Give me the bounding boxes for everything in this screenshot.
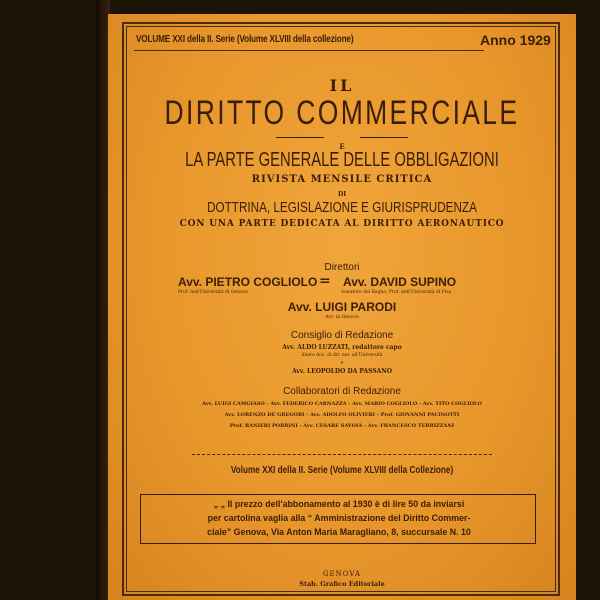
editor-luzzati-note: libero doc. di dir. ner. all'Università [301,353,383,358]
subtitle-dottrina: DOTTRINA, LEGISLAZIONE E GIURISPRUDENZA [207,199,477,216]
editor-luzzati: Avv. ALDO LUZZATI, redattore capo [282,344,402,351]
director-supino: Avv. DAVID SUPINO [343,275,457,289]
section-rule [192,454,492,455]
notice-line: „ „ Il prezzo dell'abbonamento al 1930 è di lire 50 da inviarsi [213,499,465,510]
subtitle-conjunction: DI [337,191,346,198]
title-ornament-right [360,137,408,138]
collaborators-line: Prof. RANIERI PORRINI - Avv. CESARE SAVOIA - Avv. FRANCESCO TERRIZZANI [229,423,455,429]
editorial-heading: Consiglio di Redazione [290,330,394,341]
header-year: Anno 1929 [480,32,551,48]
header-volume: VOLUME XXI della II. Serie (Volume XLVIII della collezione) [136,34,354,45]
directors-separator: = [319,273,331,289]
directors-heading: Direttori [324,262,360,273]
director-cogliolo: Avv. PIETRO COGLIOLO [178,275,318,289]
director-supino-note: Senatore del Regno, Prof. nell'Università di Pisa [341,290,452,295]
collaborators-line: Avv. LUIGI CAMGIASO - Avv. FEDERICO CARNAZZA - Avv. MARIO COGLIOLO - Avv. TITO COGLIOLO [202,401,482,407]
director-parodi: Avv. LUIGI PARODI [287,300,397,314]
title-conjunction: E [339,142,345,151]
director-cogliolo-note: Prof. nell'Università di Genova [178,290,248,295]
subscription-notice-box [140,494,536,544]
collaborators-heading: Collaboratori di Redazione [283,386,401,397]
title-ornament-left [276,137,324,138]
editorial-conjunction: e [340,360,344,366]
notice-line: per cartolina vaglia alla “ Amministrazione del Diritto Commer- [207,513,471,524]
volume-statement: Volume XXI della II. Serie (Volume XLVIII della Collezione) [230,465,454,476]
journal-cover [108,14,576,600]
subtitle-rivista: RIVISTA MENSILE CRITICA [251,174,433,185]
header-rule [134,50,484,51]
collaborators-line: Avv. LORENZO DE GREGORI - Avv. ADOLFO OLIVIERI - Prof. GIOVANNI PACINOTTI [224,412,460,418]
imprint-publisher: Stab. Grafico Editoriale [299,580,385,588]
director-parodi-note: Avv. in Genova [325,315,359,320]
main-title: DIRITTO COMMERCIALE [164,94,520,132]
subtitle-aeronautico: CON UNA PARTE DEDICATA AL DIRITTO AERONAUTICO [179,219,505,229]
imprint-city: GENOVA [322,570,362,578]
notice-line: ciale” Genova, Via Anton Maria Maragliano, 8, succursale N. 10 [207,527,471,538]
editor-da-passano: Avv. LEOPOLDO DA PASSANO [291,368,393,375]
title-article: IL [329,76,355,95]
subtitle-obbligazioni: LA PARTE GENERALE DELLE OBBLIGAZIONI [185,149,499,171]
